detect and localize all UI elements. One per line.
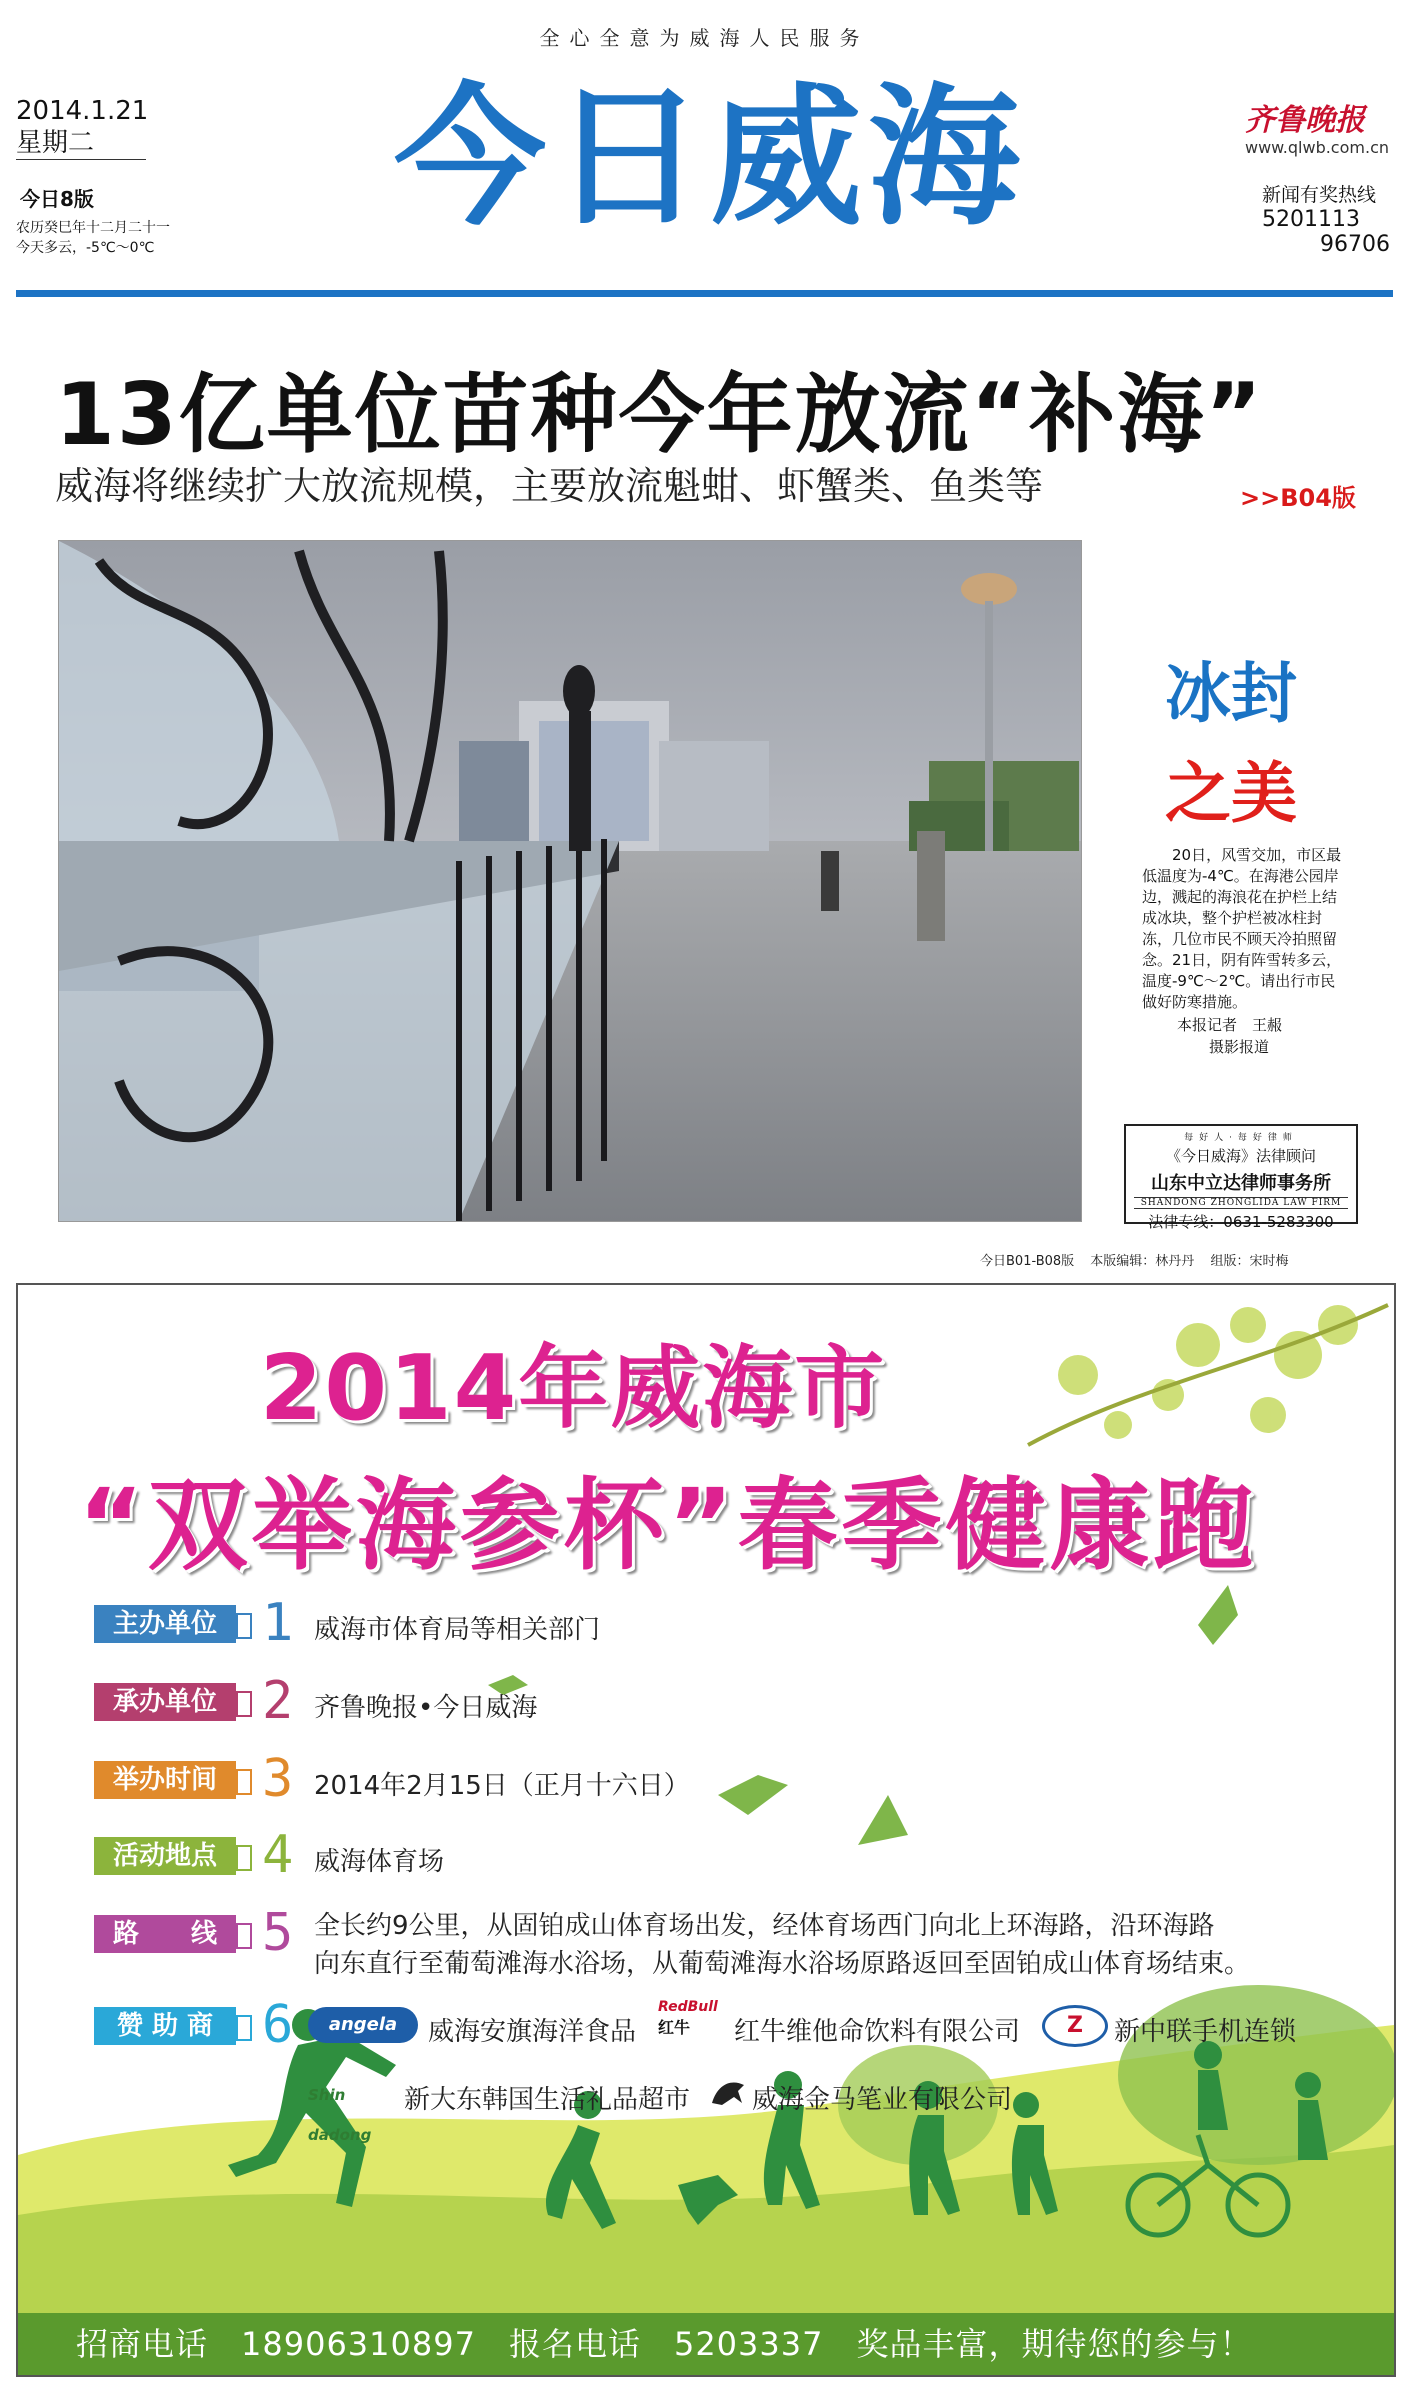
row-text: 齐鲁晚报•今日威海 [314,1693,538,1723]
row-text: 威海体育场 [314,1847,445,1877]
ad-title-line2: “双举海参杯”春季健康跑 [78,1467,1258,1584]
frozen-railing-photo [58,540,1082,1222]
sponsor-1: 威海安旗海洋食品 [428,2017,637,2047]
row-tag-label: 举办时间 [112,1765,217,1795]
sponsor-logo-redbull [658,1999,728,2047]
row-tag [94,2007,236,2045]
redbull-logo-text: RedBull [658,1999,718,2015]
issue-weekday: 星期二 [16,127,146,160]
row-tag [94,1915,236,1953]
lead-subhead: 威海将继续扩大放流规模，主要放流魁蚶、虾蟹类、鱼类等 [55,464,1044,508]
weather-line: 今天多云，-5℃～0℃ [16,240,155,256]
page-layout-editor: 组版：宋时梅 [1210,1254,1289,1269]
sponsor-logo-shin-dadong: Shin dadong [308,2086,372,2144]
sponsor-2: 红牛维他命饮料有限公司 [734,2017,1021,2047]
zhonglian-logo-icon: Z [1042,2005,1108,2047]
sponsor-logo-angela: angela [308,2007,418,2043]
edition-count: 今日8版 [20,187,94,211]
page-info-line [980,1250,1288,1269]
row-tag [94,1605,236,1643]
row-tag-label: 承办单位 [112,1687,217,1717]
row-tag [94,1837,236,1875]
hotline-label: 新闻有奖热线 [1262,184,1377,206]
row-text: 2014年2月15日（正月十六日） [314,1771,690,1801]
row-tag-marker [236,1845,252,1871]
sponsor-5: 威海金马笔业有限公司 [752,2085,1013,2115]
row-tag [94,1683,236,1721]
row-number: 5 [262,1903,294,1963]
lunar-weather [16,218,170,258]
row-number: 6 [262,1995,294,2055]
health-run-advertisement [16,1283,1396,2377]
row-tag-marker [236,1923,252,1949]
lead-jump-link[interactable]: >>B04版 [1240,484,1356,512]
ad-footer-contact: 招商电话 18906310897 报名电话 5203337 奖品丰富，期待您的参与！ [76,2325,1253,2363]
sponsor-3: 新中联手机连锁 [1114,2017,1297,2047]
photo-credit-reporter: 本报记者 王赧 [1177,1016,1283,1034]
law-box-title: 《今日威海》法律顾问 [1165,1147,1316,1165]
row-tag-label: 赞 助 商 [116,2011,214,2041]
photo-title-line1: 冰封 [1165,655,1297,732]
ad-title-line1: 2014年威海市 [259,1336,887,1441]
photo-title-line2: 之美 [1165,755,1297,832]
masthead-title: 今日威海 [394,69,1026,246]
law-hotline: 法律专线：0631-5283300 [1148,1213,1334,1231]
sponsor-4: 新大东韩国生活礼品超市 [404,2085,691,2115]
row-number: 1 [262,1593,294,1653]
brand-url: www.qlwb.com.cn [1245,138,1389,157]
issue-date-block [16,95,148,160]
hotline-number-1: 5201113 [1262,207,1360,232]
brand-logo: 齐鲁晚报 [1245,103,1365,138]
row-tag-label: 活动地点 [112,1841,217,1871]
law-firm-box [1124,1124,1358,1231]
law-firm-english: SHANDONG ZHONGLIDA LAW FIRM [1134,1197,1348,1209]
photo-caption: 20日，风雪交加，市区最低温度为-4℃。在海港公园岸边，溅起的海浪花在护栏上结成冰块，整个护栏被冰柱封冻，几位市民不顾天冷拍照留念。21日，阴有阵雪转多云，温度-9℃～2℃。请出行市民做好防寒措施。 [1142,846,1342,1011]
row-tag-label: 路 线 [112,1919,217,1949]
page-sections: 今日B01-B08版 [980,1254,1075,1269]
row-text-2: 向东直行至葡萄滩海水浴场，从葡萄滩海水浴场原路返回至固铂成山体育场结束。 [314,1949,1251,1979]
hotline-number-2: 96706 [1320,232,1390,257]
row-tag-marker [236,1769,252,1795]
row-tag-label: 主办单位 [112,1609,217,1639]
golden-horse-logo-icon [708,2073,748,2113]
row-tag [94,1761,236,1799]
lead-headline: 13亿单位苗种今年放流“补海” [55,365,1264,465]
row-number: 4 [262,1825,294,1885]
law-firm-name: 山东中立达律师事务所 [1151,1173,1331,1194]
row-tag-marker [236,2015,252,2041]
row-number: 3 [262,1749,294,1809]
row-number: 2 [262,1671,294,1731]
photo-credit-label: 摄影报道 [1209,1038,1270,1056]
row-tag-marker [236,1691,252,1717]
law-box-tagline: 每好人·每好律师 [1184,1133,1298,1143]
row-text: 全长约9公里，从固铂成山体育场出发，经体育场西门向北上环海路，沿环海路 [314,1911,1215,1941]
masthead-rule [16,290,1393,297]
masthead-motto: 全心全意为威海人民服务 [539,26,870,50]
lunar-date: 农历癸巳年十二月二十一 [16,220,170,236]
issue-date: 2014.1.21 [16,96,149,126]
row-text: 威海市体育局等相关部门 [314,1615,601,1645]
redbull-logo-cn: 红牛 [658,2018,691,2037]
row-tag-marker [236,1613,252,1639]
page-editor: 本版编辑：林丹丹 [1090,1254,1195,1269]
